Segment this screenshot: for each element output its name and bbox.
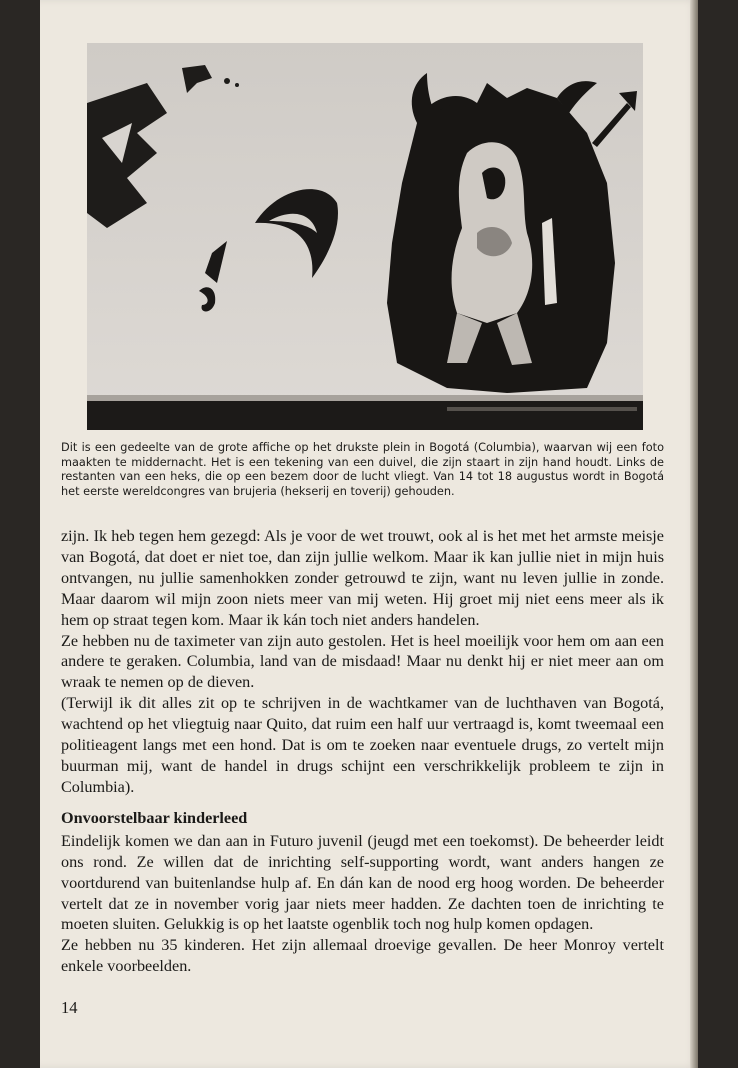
page-edge <box>690 0 698 1068</box>
photo-caption <box>61 441 664 499</box>
caption-text: Dit is een gedeelte van de grote affiche op het drukste plein in Bogotá (Columbia), waarvan wij een foto maakten te middernacht. Het is een tekening van een duivel, die zijn staart in zijn hand houdt. Links de restanten van een heks, die op een bezem door de lucht vliegt. Van 14 tot 18 augustus wordt in Bogotá het eerste wereldcongres van brujeria (hekserij en toverij) gehouden. <box>61 441 664 498</box>
paragraph-5: Ze hebben nu 35 kinderen. Het zijn allemaal droevige gevallen. De heer Monroy vertelt enkele voorbeelden. <box>61 936 664 976</box>
article-body <box>61 526 664 977</box>
paragraph-4: Eindelijk komen we dan aan in Futuro juvenil (jeugd met een toekomst). De beheerder leidt ons rond. Ze willen dat de inrichting self-supporting wordt, want anders hangen ze voortdurend van buitenlandse hulp af. En dán kan de nood erg hoog worden. De beheerder vertelt dat ze in november vorig jaar niets meer hadden. Ze dachten toen de inrichting te moeten sluiten. Gelukkig is op het laatste ogenblik toch nog hulp komen opdagen. <box>61 831 664 934</box>
paragraph-2: Ze hebben nu de taximeter van zijn auto gestolen. Het is heel moeilijk voor hem om aan een andere te geraken. Columbia, land van de misdaad! Maar nu denkt hij er niet meer aan om wraak te nemen op de dieven. <box>61 631 664 692</box>
poster-photo <box>87 43 643 430</box>
section-heading: Onvoorstelbaar kinderleed <box>61 808 248 827</box>
paragraph-1: zijn. Ik heb tegen hem gezegd: Als je voor de wet trouwt, ook al is het met het armste meisje van Bogotá, dat doet er niet toe, dan zijn jullie welkom. Maar ik kan jullie niet in mijn huis ontvangen, nu jullie samenhokken zonder getrouwd te zijn, want nu leven jullie in zonde. Maar daarom wil mijn zoon niets meer van mij weten. Hij groet mij niet eens meer als ik hem op straat tegen kom. Maar ik kán toch niet anders handelen. <box>61 527 664 629</box>
poster-illustration <box>87 43 643 430</box>
paragraph-3: (Terwijl ik dit alles zit op te schrijven in de wachtkamer van de luchthaven van Bogotá, wachtend op het vliegtuig naar Quito, dat ruim een half uur vertraagd is, komt tweemaal een politieagent langs met een hond. Dat is om te zoeken naar eventuele drugs, zo vertelt mijn buurman mij, want de handel in drugs schijnt een verschrikkelijk probleem te zijn in Columbia). <box>61 694 664 796</box>
page-number: 14 <box>61 998 78 1017</box>
